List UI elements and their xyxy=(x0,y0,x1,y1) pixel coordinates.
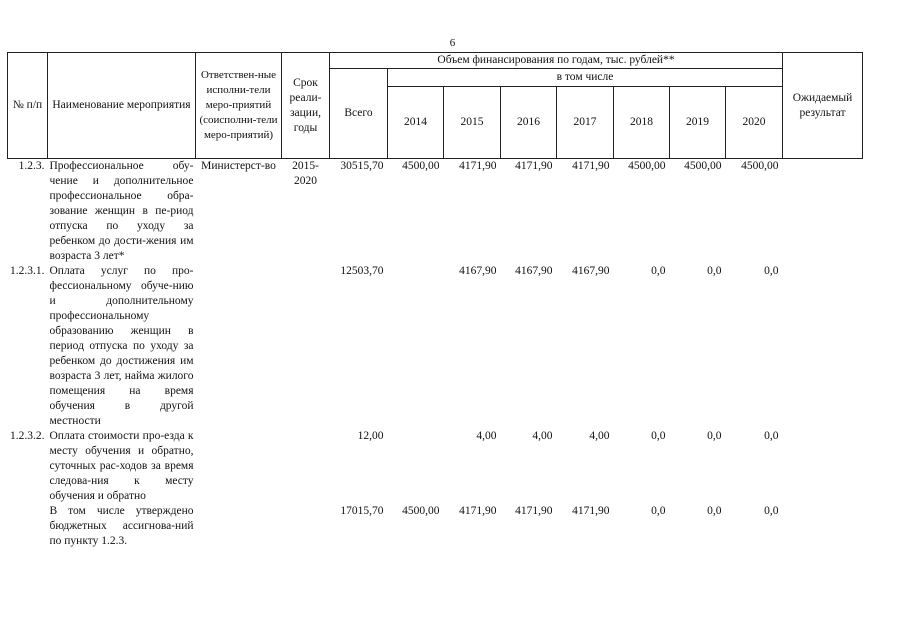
total-value: 30515,70 xyxy=(340,160,384,172)
year-value: 0,0 xyxy=(707,505,722,517)
header-year: 2014 xyxy=(388,87,444,159)
header-funding: Объем финансирования по годам, тыс. рублей** xyxy=(330,53,783,69)
table-row xyxy=(8,264,863,429)
header-year: 2017 xyxy=(557,87,614,159)
year-value: 4,00 xyxy=(589,430,610,442)
measure-name: Оплата услуг по про-фессиональному обуче-нию и дополнительному профессиональному образованию женщин в период отпуска по уходу за ребенком до достижения им возраста 3 лет, найма жилого помещения на время обучения в другой местности xyxy=(49,265,194,427)
total-value: 17015,70 xyxy=(340,505,384,517)
expected-result xyxy=(783,504,863,549)
year-value: 0,0 xyxy=(651,430,666,442)
year-value: 4167,90 xyxy=(515,265,553,277)
header-result: Ожидаемый результат xyxy=(783,53,863,159)
header-name: Наименование мероприятия xyxy=(48,53,196,159)
year-value: 4171,90 xyxy=(515,160,553,172)
year-value: 4171,90 xyxy=(572,505,610,517)
year-value: 0,0 xyxy=(764,265,779,277)
responsible-executor xyxy=(196,504,282,549)
expected-result xyxy=(783,429,863,504)
year-value: 4167,90 xyxy=(572,265,610,277)
row-number xyxy=(8,504,48,549)
table-row xyxy=(8,159,863,265)
year-value xyxy=(388,429,444,504)
year-value: 0,0 xyxy=(651,505,666,517)
header-responsible: Ответствен-ные исполни-тели меро-приятий (соисполни-тели меро-приятий) xyxy=(196,53,282,159)
year-value: 4171,90 xyxy=(459,505,497,517)
year-value: 4171,90 xyxy=(515,505,553,517)
year-value: 4500,00 xyxy=(628,160,666,172)
header-num: № п/п xyxy=(8,53,48,159)
total-value: 12,00 xyxy=(357,430,384,442)
header-total: Всего xyxy=(330,69,388,159)
implementation-term: 2015-2020 xyxy=(292,160,319,187)
year-value: 4500,00 xyxy=(402,160,440,172)
responsible-executor: Министерст-во xyxy=(201,160,276,172)
year-value: 4167,90 xyxy=(459,265,497,277)
row-number: 1.2.3.2. xyxy=(10,430,45,442)
header-year: 2018 xyxy=(614,87,670,159)
year-value: 4500,00 xyxy=(741,160,779,172)
measure-name: Профессиональное обу-чение и дополнительное профессиональное обра-зование женщин в пе-риод отпуска по уходу за ребенком до дости-жения им возраста 3 лет* xyxy=(49,160,194,262)
year-value: 4500,00 xyxy=(402,505,440,517)
implementation-term xyxy=(282,264,330,429)
year-value xyxy=(388,264,444,429)
expected-result xyxy=(783,159,863,265)
header-term: Срок реали-зации, годы xyxy=(282,53,330,159)
row-number: 1.2.3. xyxy=(18,160,45,172)
header-including: в том числе xyxy=(388,69,783,87)
implementation-term xyxy=(282,429,330,504)
year-value: 4,00 xyxy=(476,430,497,442)
page-number: 6 xyxy=(449,37,456,49)
year-value: 0,0 xyxy=(707,265,722,277)
header-year: 2020 xyxy=(726,87,783,159)
year-value: 4171,90 xyxy=(459,160,497,172)
year-value: 0,0 xyxy=(707,430,722,442)
year-value: 0,0 xyxy=(764,505,779,517)
table-row xyxy=(8,429,863,504)
year-value: 0,0 xyxy=(651,265,666,277)
year-value: 0,0 xyxy=(764,430,779,442)
measure-name: Оплата стоимости про-езда к месту обучения и обратно, суточных рас-ходов за время следова-ния к месту обучения и обратно xyxy=(49,430,194,502)
implementation-term xyxy=(282,504,330,549)
header-year: 2015 xyxy=(444,87,501,159)
responsible-executor xyxy=(196,264,282,429)
year-value: 4171,90 xyxy=(572,160,610,172)
responsible-executor xyxy=(196,429,282,504)
year-value: 4500,00 xyxy=(684,160,722,172)
year-value: 4,00 xyxy=(532,430,553,442)
header-year: 2019 xyxy=(670,87,726,159)
row-number: 1.2.3.1. xyxy=(10,265,45,277)
measure-name: В том числе утверждено бюджетных ассигнова-ний по пункту 1.2.3. xyxy=(49,505,194,547)
header-year: 2016 xyxy=(501,87,557,159)
funding-table xyxy=(7,52,863,549)
total-value: 12503,70 xyxy=(340,265,384,277)
table-row xyxy=(8,504,863,549)
expected-result xyxy=(783,264,863,429)
